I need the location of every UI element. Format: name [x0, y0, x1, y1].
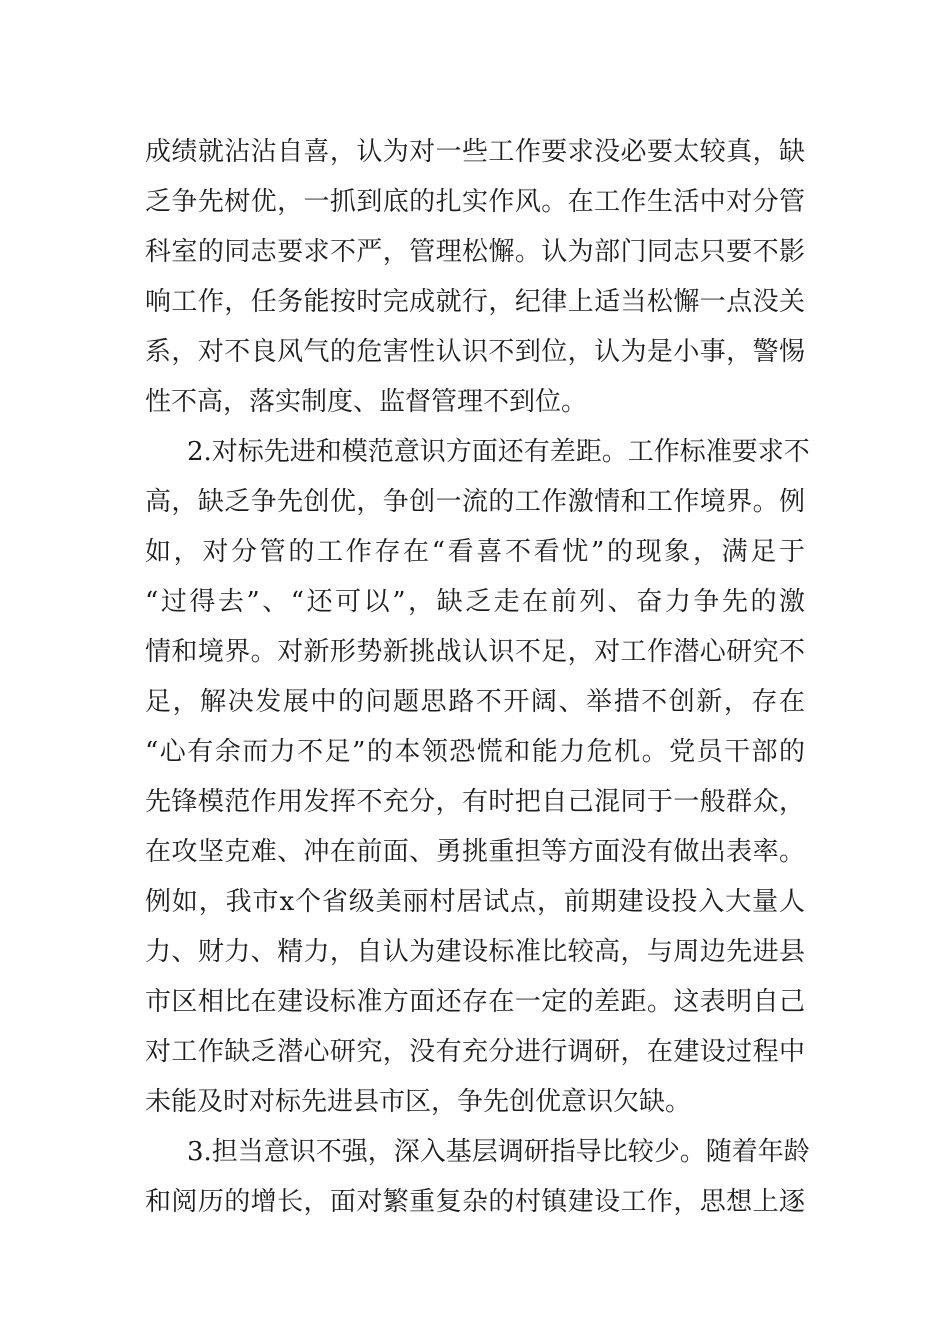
text-line: 先锋模范作用发挥不充分，有时把自己混同于一般群众， [145, 787, 805, 817]
text-line: 性不高，落实制度、监督管理不到位。 [145, 387, 588, 417]
text-line: 对工作缺乏潜心研究，没有充分进行调研，在建设过程中 [145, 1037, 805, 1067]
paragraph-heading-line: 2.对标先进和模范意识方面还有差距。工作标准要求不 [187, 437, 810, 467]
text-line: 力、财力、精力，自认为建设标准比较高，与周边先进县 [145, 937, 805, 967]
text-line: 和阅历的增长，面对繁重复杂的村镇建设工作，思想上逐 [145, 1187, 805, 1217]
text-line: “过得去”、“还可以”，缺乏走在前列、奋力争先的激 [145, 587, 805, 617]
text-line: 高，缺乏争先创优，争创一流的工作激情和工作境界。例 [145, 487, 805, 517]
text-line: 成绩就沾沾自喜，认为对一些工作要求没必要太较真，缺 [145, 137, 805, 167]
text-line: “心有余而力不足”的本领恐慌和能力危机。党员干部的 [145, 737, 805, 767]
text-line: 足，解决发展中的问题思路不开阔、举措不创新，存在 [145, 687, 805, 717]
text-line: 系，对不良风气的危害性认识不到位，认为是小事，警惕 [145, 337, 805, 367]
text-line: 在攻坚克难、冲在前面、勇挑重担等方面没有做出表率。 [145, 837, 805, 867]
text-line: 例如，我市x个省级美丽村居试点，前期建设投入大量人 [145, 887, 805, 917]
text-line: 未能及时对标先进县市区，争先创优意识欠缺。 [145, 1087, 692, 1117]
text-line: 响工作，任务能按时完成就行，纪律上适当松懈一点没关 [145, 287, 805, 317]
text-line: 情和境界。对新形势新挑战认识不足，对工作潜心研究不 [145, 637, 805, 667]
text-line: 如，对分管的工作存在“看喜不看忧”的现象，满足于 [145, 537, 805, 567]
text-line: 乏争先树优，一抓到底的扎实作风。在工作生活中对分管 [145, 187, 805, 217]
text-line: 科室的同志要求不严，管理松懈。认为部门同志只要不影 [145, 237, 805, 267]
text-line: 市区相比在建设标准方面还存在一定的差距。这表明自己 [145, 987, 805, 1017]
paragraph-heading-line: 3.担当意识不强，深入基层调研指导比较少。随着年龄 [187, 1137, 810, 1167]
